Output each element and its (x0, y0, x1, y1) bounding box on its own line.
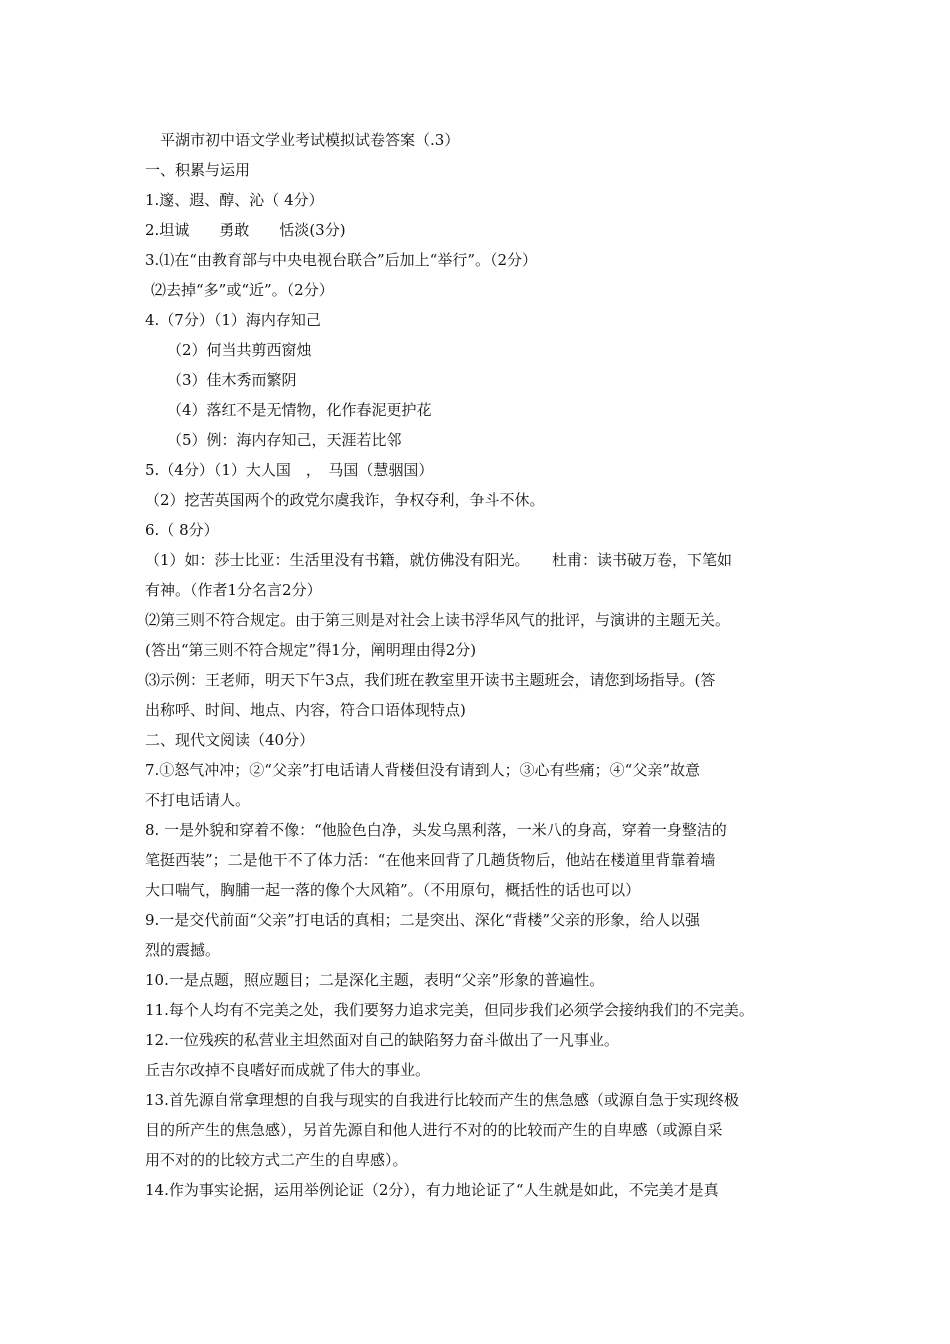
answer-line: （1）如：莎士比亚：生活里没有书籍，就仿佛没有阳光。 杜甫：读书破万卷，下笔如 (145, 551, 733, 569)
answer-line: 丘吉尔改掉不良嗜好而成就了伟大的事业。 (145, 1061, 431, 1079)
answer-line: ⑵去掉“多”或“近”。（2分） (151, 281, 334, 299)
answer-line: 3.⑴在“由教育部与中央电视台联合”后加上“举行”。（2分） (145, 251, 538, 269)
answer-line: ⑶示例：王老师，明天下午3点，我们班在教室里开读书主题班会，请您到场指导。(答 (145, 671, 716, 689)
answer-line: （5）例：海内存知己，天涯若比邻 (167, 431, 402, 449)
answer-line: 14.作为事实论据，运用举例论证（2分），有力地论证了“人生就是如此，不完美才是真 (145, 1181, 719, 1199)
answer-line: 9.一是交代前面“父亲”打电话的真相；二是突出、深化“背楼”父亲的形象，给人以强 (145, 911, 700, 929)
answer-line: 2.坦诚 勇敢 恬淡(3分) (145, 221, 346, 239)
answer-line: 13.首先源自常拿理想的自我与现实的自我进行比较而产生的焦急感（或源自急于实现终极 (145, 1091, 739, 1109)
answer-line: 4.（7分）（1）海内存知己 (145, 311, 321, 329)
document-title: 平湖市初中语文学业考试模拟试卷答案（.3） (160, 131, 460, 149)
answer-line: 8. 一是外貌和穿着不像：“他脸色白净，头发乌黑利落，一米八的身高，穿着一身整洁的 (145, 821, 727, 839)
answer-sheet (145, 125, 815, 1205)
answer-line: 笔挺西装”；二是他干不了体力活：“在他来回背了几趟货物后，他站在楼道里背靠着墙 (145, 851, 716, 869)
answer-line: 有神。（作者1分名言2分） (145, 581, 322, 599)
answer-line: （2）挖苦英国两个的政党尔虞我诈，争权夺利，争斗不休。 (145, 491, 545, 509)
answer-line: 大口喘气，胸脯一起一落的像个大风箱”。（不用原句，概括性的话也可以） (145, 881, 641, 899)
answer-line: 10.一是点题，照应题目；二是深化主题，表明“父亲”形象的普遍性。 (145, 971, 605, 989)
answer-line: 6.（ 8分） (145, 521, 219, 539)
answer-line: 7.①怒气冲冲；②“父亲”打电话请人背楼但没有请到人；③心有些痛；④“父亲”故意 (145, 761, 700, 779)
answer-line: 烈的震撼。 (145, 941, 221, 959)
answer-line: 出称呼、时间、地点、内容，符合口语体现特点) (145, 701, 466, 719)
answer-line: 1.邃、遐、醇、沁（ 4分） (145, 191, 324, 209)
answer-line: 目的所产生的焦急感），另首先源自和他人进行不对的的比较而产生的自卑感（或源自采 (145, 1121, 723, 1139)
section-heading-1: 一、积累与运用 (145, 161, 251, 179)
answer-line: 12.一位残疾的私营业主坦然面对自己的缺陷努力奋斗做出了一凡事业。 (145, 1031, 619, 1049)
answer-line: ⑵第三则不符合规定。由于第三则是对社会上读书浮华风气的批评，与演讲的主题无关。 (145, 611, 731, 629)
answer-line: (答出“第三则不符合规定”得1分，阐明理由得2分) (145, 641, 477, 659)
answer-line: 11.每个人均有不完美之处，我们要努力追求完美，但同步我们必须学会接纳我们的不完美。 (145, 1001, 754, 1019)
section-heading-2: 二、现代文阅读（40分） (145, 731, 315, 749)
answer-line: （2）何当共剪西窗烛 (167, 341, 312, 359)
answer-line: 不打电话请人。 (145, 791, 251, 809)
answer-line: 5.（4分）（1）大人国 ， 马国（慧骃国） (145, 461, 434, 479)
answer-line: （3）佳木秀而繁阴 (167, 371, 297, 389)
answer-line: 用不对的的比较方式二产生的自卑感）。 (145, 1151, 408, 1169)
answer-line: （4）落红不是无情物，化作春泥更护花 (167, 401, 432, 419)
